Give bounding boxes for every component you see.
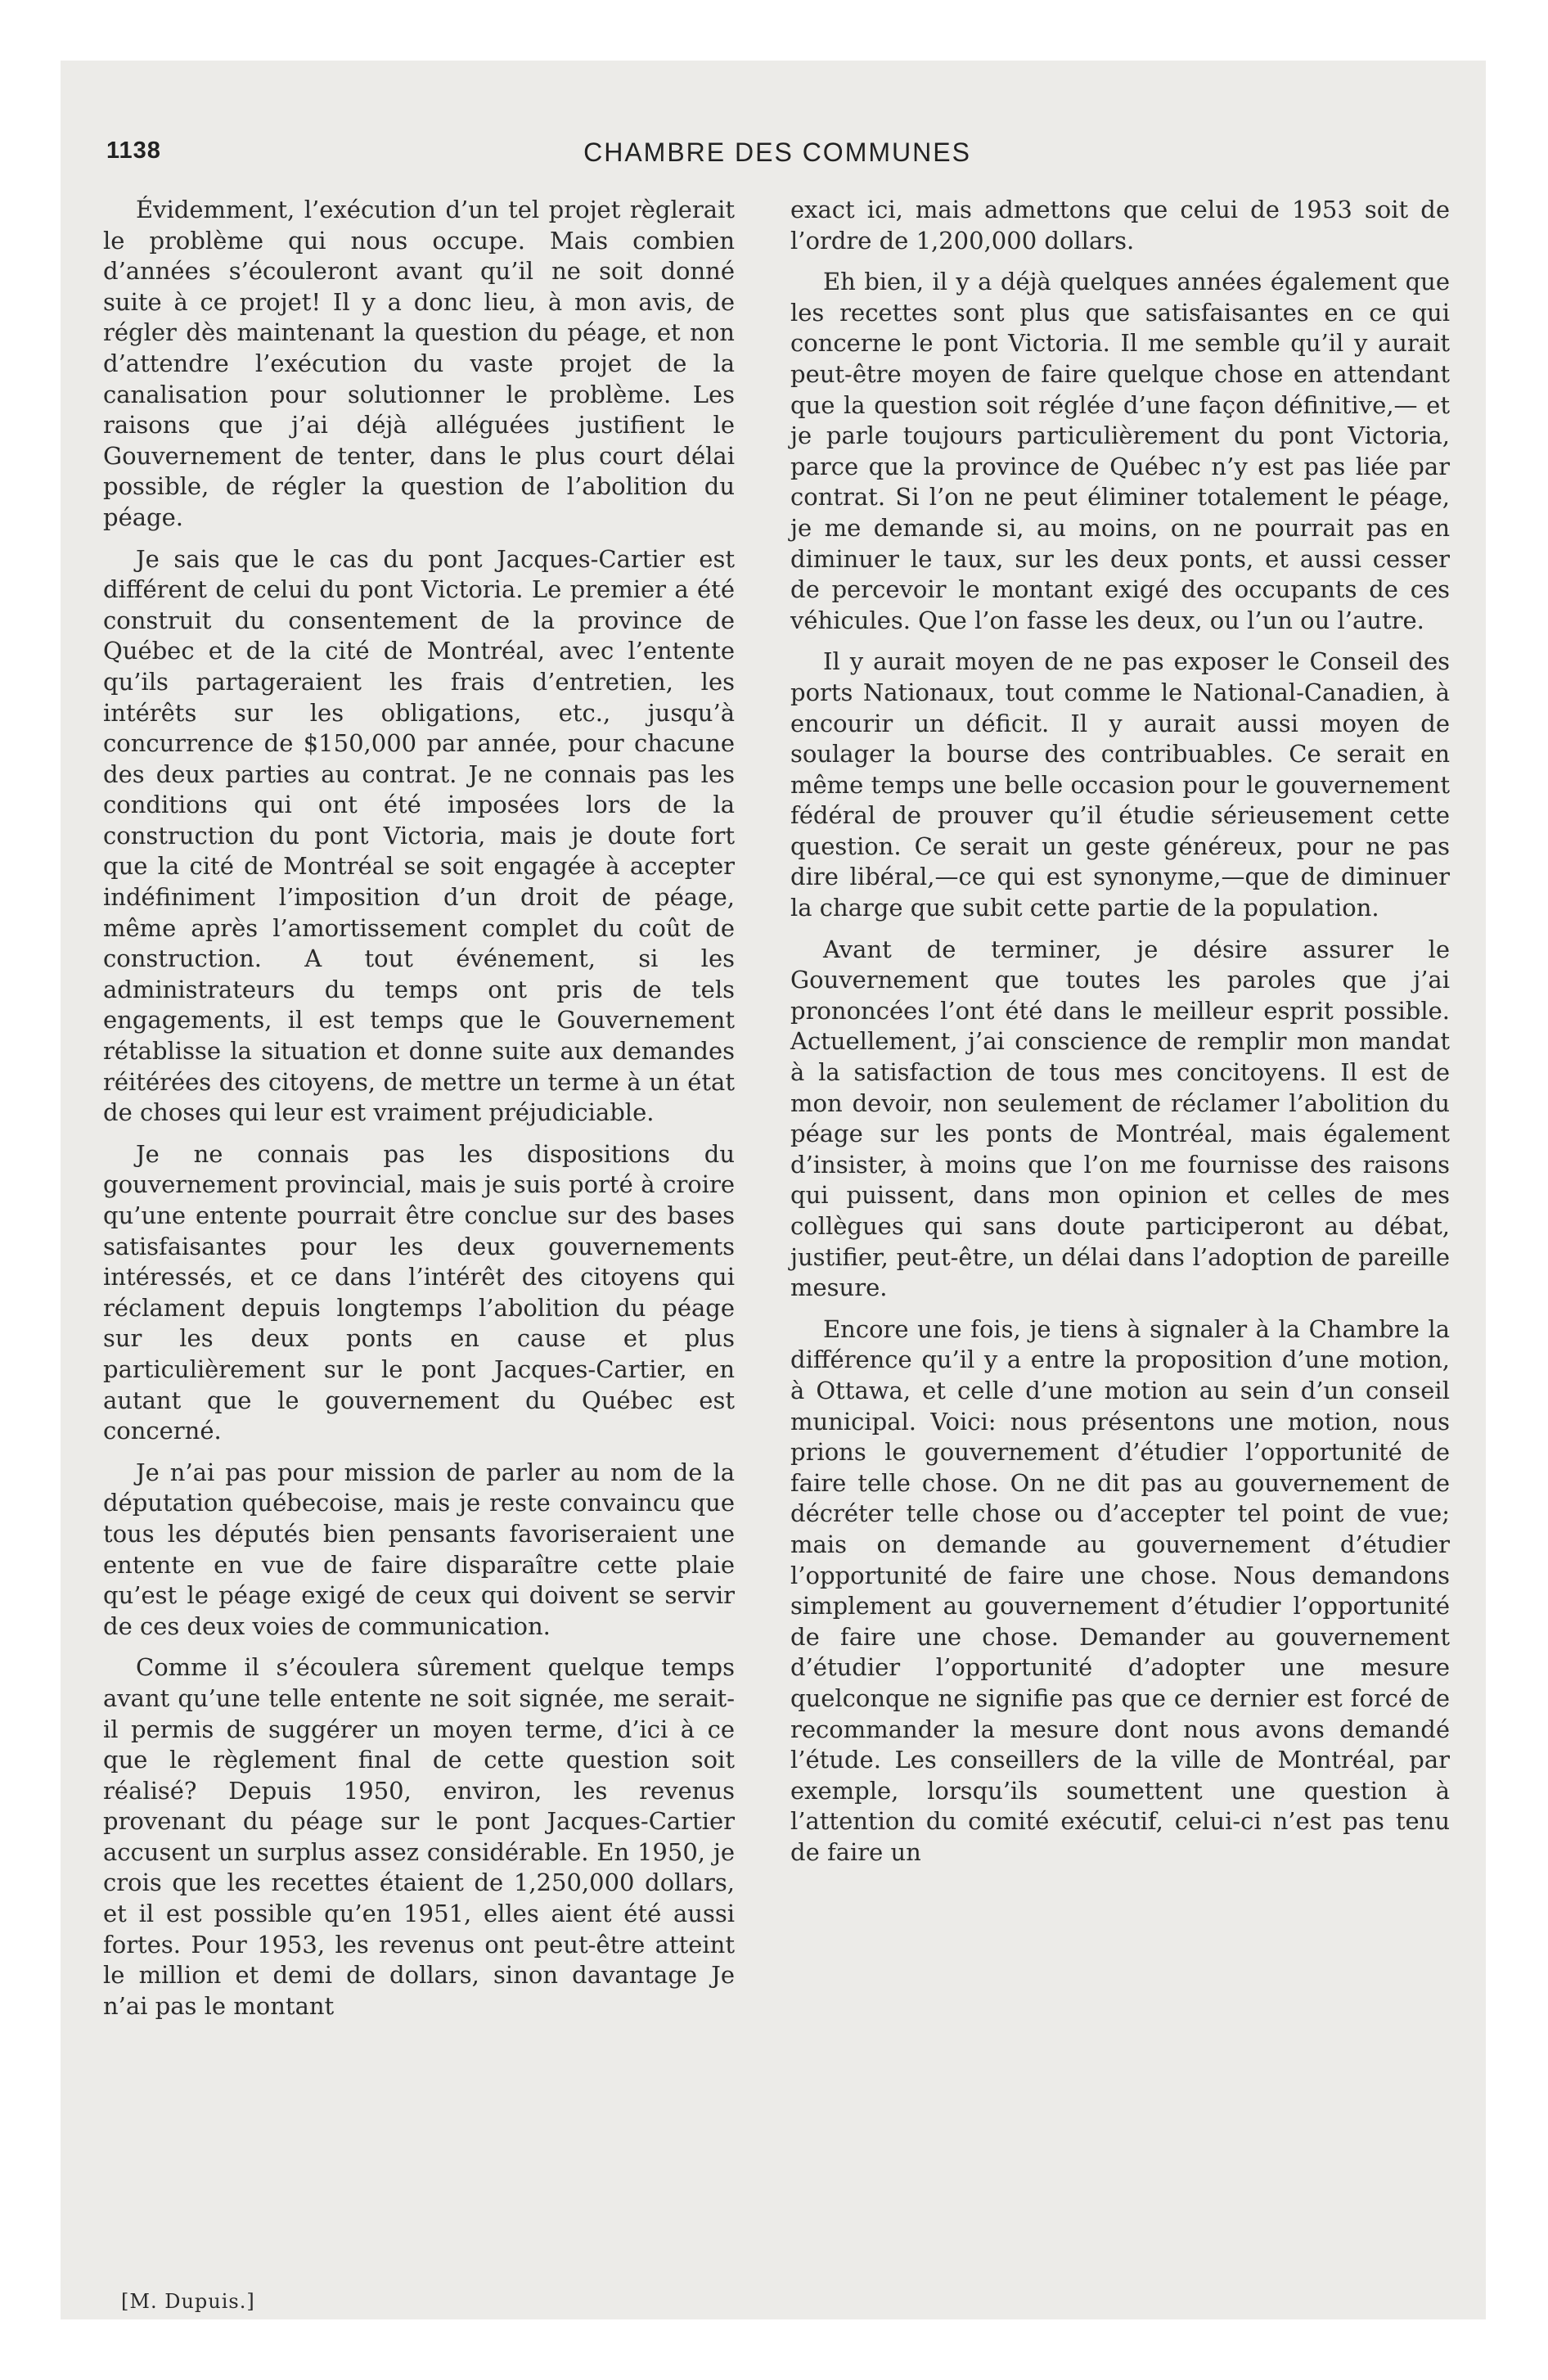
running-head: CHAMBRE DES COMMUNES — [583, 137, 971, 167]
paragraph: exact ici, mais admettons que celui de 1953 soit de l’ordre de 1,200,000 dollars. — [790, 196, 1450, 255]
paragraph: Je n’ai pas pour mission de parler au nom de la députation québecoise, mais je reste convaincu que tous les députés bien pensants favoriseraient une entente en vue de faire disparaître cette plaie qu’est le péage exigé de ceux qui doivent se servir de ces deux voies de communication. — [103, 1458, 735, 1640]
paragraph: Comme il s’écoulera sûrement quelque temps avant qu’une telle entente ne soit signée, me serait-il permis de suggérer un moyen terme, d’ici à ce que le règlement final de cette question soit réalisé? Depuis 1950, environ, les revenus provenant du péage sur le pont Jacques-Cartier accusent un surplus assez considérable. En 1950, je crois que les recettes étaient de 1,250,000 dollars, et il est possible qu’en 1951, elles aient été aussi fortes. Pour 1953, les revenus ont peut-être atteint le million et demi de dollars, sinon davantage Je n’ai pas le montant — [103, 1653, 735, 2020]
paragraph: Je sais que le cas du pont Jacques-Cartier est différent de celui du pont Victoria. Le premier a été construit du consentement de la province de Québec et de la cité de Montréal, avec l’entente qu’ils partageraient les frais d’entretien, les intérêts sur les obligations, etc., jusqu’à concurrence de $150,000 par année, pour chacune des deux parties au contrat. Je ne connais pas les conditions qui ont été imposées lors de la construction du pont Victoria, mais je doute fort que la cité de Montréal se soit engagée à accepter indéfiniment l’imposition d’un droit de péage, même après l’amortissement complet du coût de construction. A tout événement, si les administrateurs du temps ont pris de tels engagements, il est temps que le Gouvernement rétablisse la situation et donne suite aux demandes réitérées des citoyens, de mettre un terme à un état de choses qui leur est vraiment préjudiciable. — [103, 544, 735, 1127]
left-column — [103, 195, 735, 2032]
right-column — [790, 195, 1450, 1878]
paragraph: Eh bien, il y a déjà quelques années également que les recettes sont plus que satisfaisantes en ce qui concerne le pont Victoria. Il me semble qu’il y aurait peut-être moyen de faire quelque chose en attendant que la question soit réglée d’une façon définitive,— et je parle toujours particulièrement du pont Victoria, parce que la province de Québec n’y est pas liée par contrat. Si l’on ne peut éliminer totalement le péage, je me demande si, au moins, on ne pourrait pas en diminuer le taux, sur les deux ponts, et aussi cesser de percevoir le montant exigé des occupants de ces véhicules. Que l’on fasse les deux, ou l’un ou l’autre. — [790, 268, 1450, 634]
paragraph: Encore une fois, je tiens à signaler à la Chambre la différence qu’il y a entre la proposition d’une motion, à Ottawa, et celle d’une motion au sein d’un conseil municipal. Voici: nous présentons une motion, nous prions le gouvernement d’étudier l’opportunité de faire telle chose. On ne dit pas au gouvernement de décréter telle chose ou d’accepter tel point de vue; mais on demande au gouvernement d’étudier l’opportunité de faire une chose. Nous demandons simplement au gouvernement d’étudier l’opportunité de faire une chose. Demander au gouvernement d’étudier l’opportunité d’adopter une mesure quelconque ne signifie pas que ce dernier est forcé de recommander la mesure dont nous avons demandé l’étude. Les conseillers de la ville de Montréal, par exemple, lorsqu’ils soumettent une question à l’attention du comité exécutif, celui-ci n’est pas tenu de faire un — [790, 1314, 1450, 1866]
paragraph: Il y aurait moyen de ne pas exposer le Conseil des ports Nationaux, tout comme le National-Canadien, à encourir un déficit. Il y aurait aussi moyen de soulager la bourse des contribuables. Ce serait en même temps une belle occasion pour le gouvernement fédéral de prouver qu’il étudie sérieusement cette question. Ce serait un geste généreux, pour ne pas dire libéral,—ce qui est synonyme,—que de diminuer la charge que subit cette partie de la population. — [790, 647, 1450, 922]
page-header — [106, 137, 1448, 178]
paragraph: Évidemment, l’exécution d’un tel projet règlerait le problème qui nous occupe. Mais combien d’années s’écouleront avant qu’il ne soit donné suite à ce projet! Il y a donc lieu, à mon avis, de régler dès maintenant la question du péage, et non d’attendre l’exécution du vaste projet de la canalisation pour solutionner le problème. Les raisons que j’ai déjà alléguées justifient le Gouvernement de tenter, dans le plus court délai possible, de régler la question de l’abolition du péage. — [103, 196, 735, 531]
speaker-footer: [M. Dupuis.] — [121, 2290, 255, 2313]
paragraph: Avant de terminer, je désire assurer le Gouvernement que toutes les paroles que j’ai prononcées l’ont été dans le meilleur esprit possible. Actuellement, j’ai conscience de remplir mon mandat à la satisfaction de tous mes concitoyens. Il est de mon devoir, non seulement de réclamer l’abolition du péage sur les ponts de Montréal, mais également d’insister, à moins que l’on me fournisse des raisons qui puissent, dans mon opinion et celles de mes collègues qui sans doute participeront au débat, justifier, peut-être, un délai dans l’adoption de pareille mesure. — [790, 935, 1450, 1302]
page-number: 1138 — [106, 137, 161, 164]
paragraph: Je ne connais pas les dispositions du gouvernement provincial, mais je suis porté à croire qu’une entente pourrait être conclue sur des bases satisfaisantes pour les deux gouvernements intéressés, et ce dans l’intérêt des citoyens qui réclament depuis longtemps l’abolition du péage sur les deux ponts en cause et plus particulièrement sur le pont Jacques-Cartier, en autant que le gouvernement du Québec est concerné. — [103, 1139, 735, 1445]
